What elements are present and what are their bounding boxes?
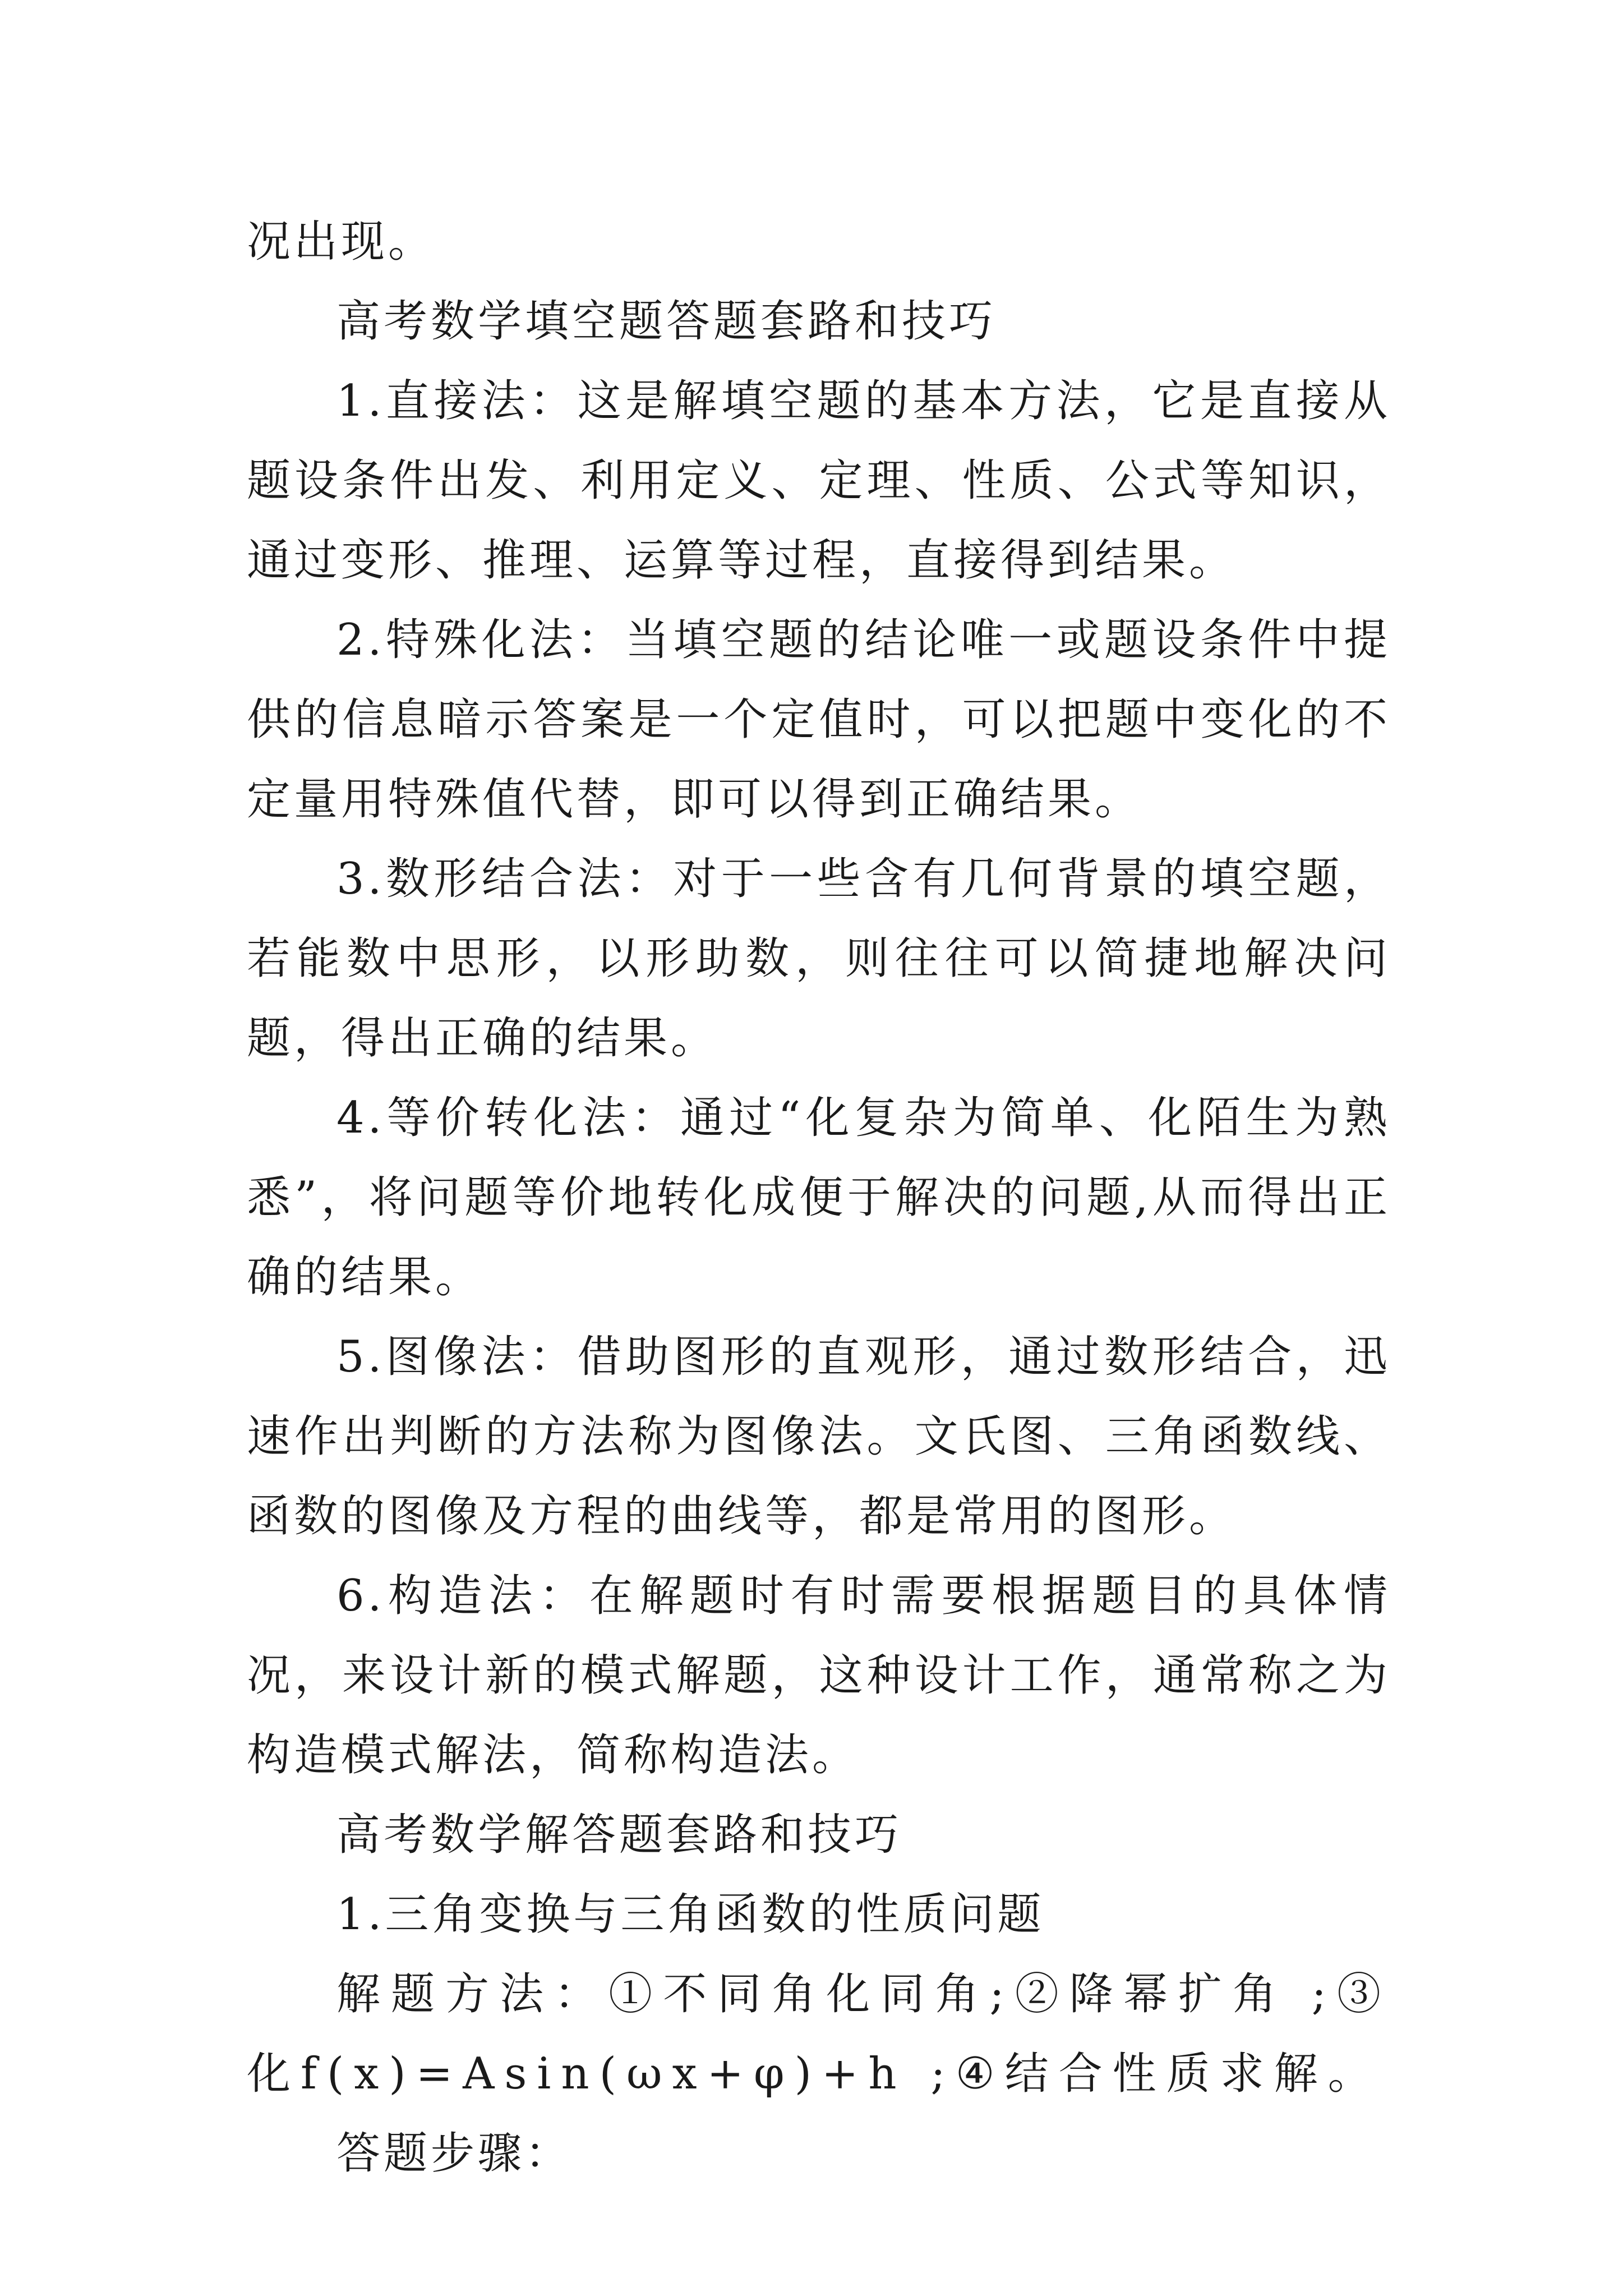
method-number-shape: 3.数形结合法：对于一些含有几何背景的填空题，若能数中思形，以形助数，则往往可以简捷地解决问题，得出正确的结果。 xyxy=(247,854,1391,1064)
solution-method: 解题方法：①不同角化同角;②降幂扩角 ;③化f(x)=Asin(ωx+φ)+h ;④结合性质求解。 xyxy=(247,1969,1391,2099)
answer-steps-label: 答题步骤： xyxy=(336,2128,573,2179)
section-heading-fill-in-blank: 高考数学填空题答题套路和技巧 xyxy=(336,296,997,347)
method-specialization: 2.特殊化法：当填空题的结论唯一或题设条件中提供的信息暗示答案是一个定值时，可以把题中变化的不定量用特殊值代替，即可以得到正确结果。 xyxy=(247,615,1391,825)
paragraph-continuation: 况出现。 xyxy=(247,217,436,267)
method-equivalent-transform: 4.等价转化法：通过“化复杂为简单、化陌生为熟悉”，将问题等价地转化成便于解决的问题,从而得出正确的结果。 xyxy=(247,1093,1391,1303)
section-heading-solution-problems: 高考数学解答题套路和技巧 xyxy=(336,1810,902,1860)
topic-trig-transform: 1.三角变换与三角函数的性质问题 xyxy=(336,1889,1045,1940)
method-construction: 6.构造法：在解题时有时需要根据题目的具体情况，来设计新的模式解题，这种设计工作，通常称之为构造模式解法，简称构造法。 xyxy=(247,1571,1391,1780)
document-body xyxy=(247,202,1391,2193)
method-graph: 5.图像法：借助图形的直观形，通过数形结合，迅速作出判断的方法称为图像法。文氏图、三角函数线、函数的图像及方程的曲线等，都是常用的图形。 xyxy=(247,1332,1391,1542)
method-direct: 1.直接法：这是解填空题的基本方法，它是直接从题设条件出发、利用定义、定理、性质、公式等知识，通过变形、推理、运算等过程，直接得到结果。 xyxy=(247,376,1391,586)
